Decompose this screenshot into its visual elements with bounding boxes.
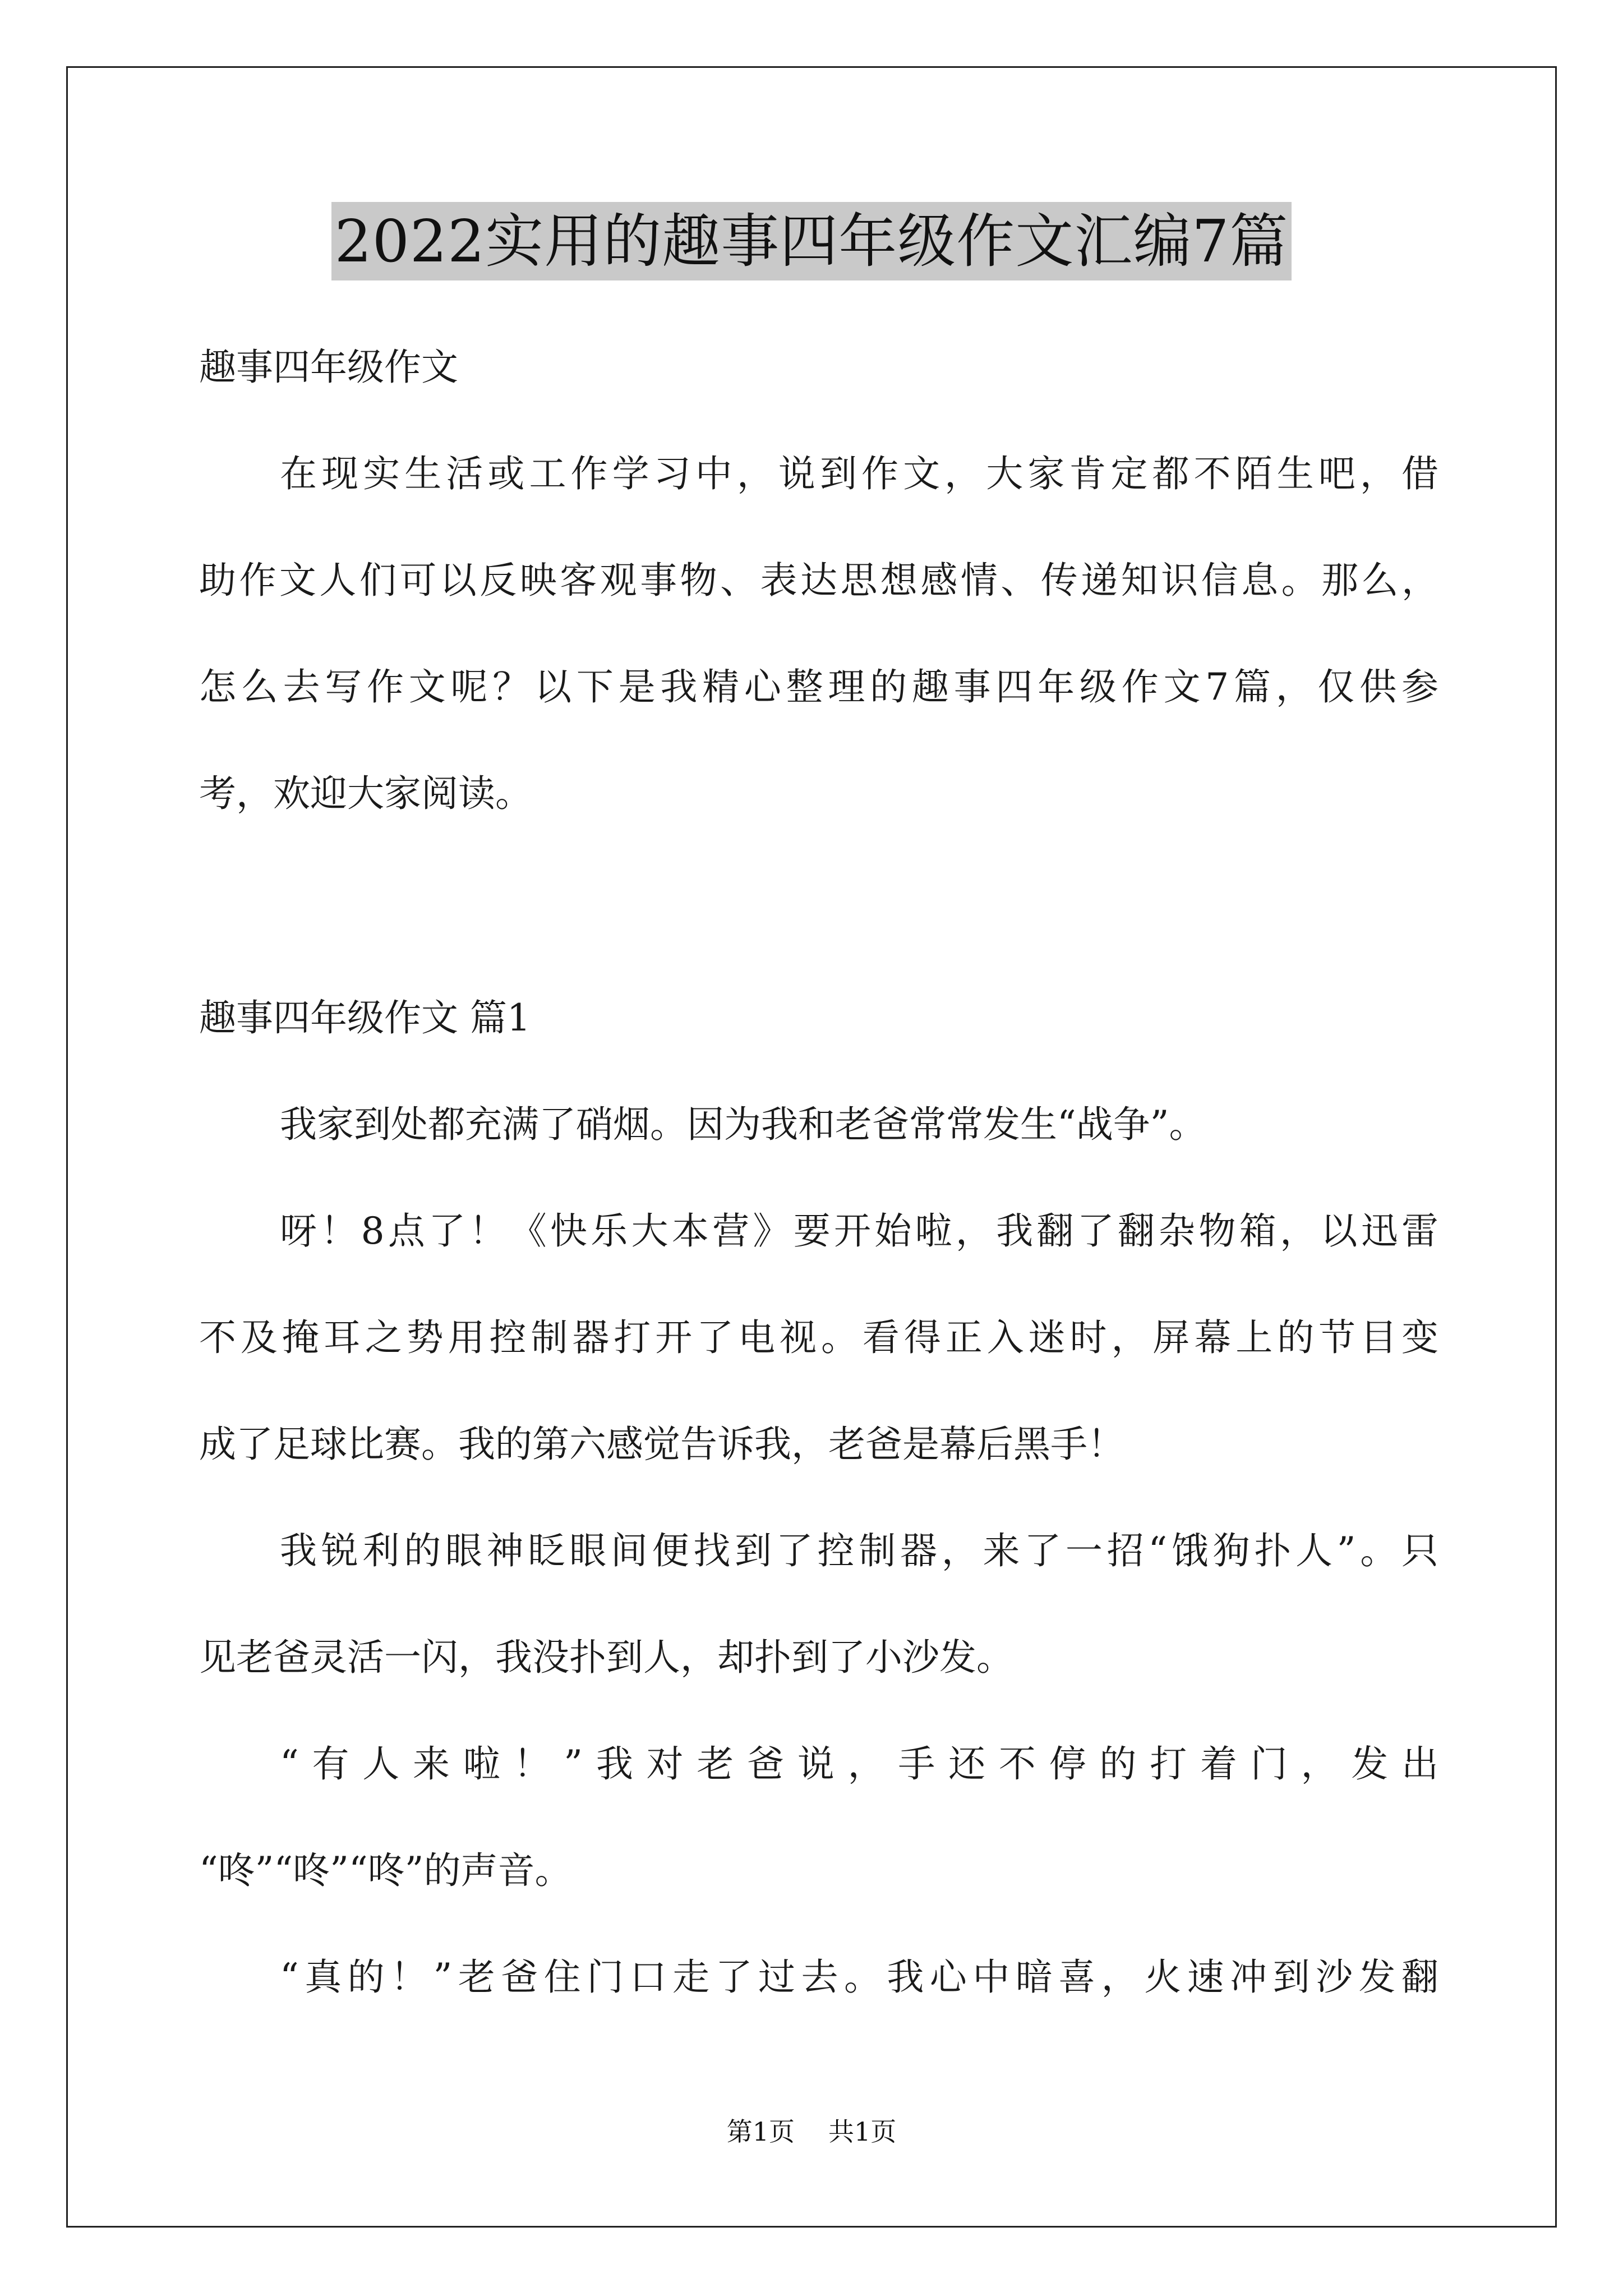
intro-line: 怎么去写作文呢？以下是我精心整理的趣事四年级作文7篇，仅供参 [199,665,1438,708]
intro-line: 在现实生活或工作学习中，说到作文，大家肯定都不陌生吧，借 [280,452,1438,495]
paragraph-line: 见老爸灵活一闪，我没扑到人，却扑到了小沙发。 [199,1636,1013,1679]
paragraph-line: “真的！”老爸住门口走了过去。我心中暗喜，火速冲到沙发翻 [280,1955,1438,1999]
page-footer [0,2115,1623,2148]
section-spacer [199,847,1438,965]
title-container [0,202,1623,280]
page-number-current: 第1页 [726,2116,795,2147]
paragraph-line: 成了足球比赛。我的第六感觉告诉我，老爸是幕后黑手！ [199,1423,1124,1466]
paragraph-line: 我家到处都充满了硝烟。因为我和老爸常常发生“战争”。 [280,1103,1206,1146]
intro-heading: 趣事四年级作文 [199,346,458,389]
page-number-total: 共1页 [828,2116,897,2147]
paragraph-line: 不及掩耳之势用控制器打开了电视。看得正入迷时，屏幕上的节目变 [199,1316,1438,1359]
paragraph-line: “有人来啦！”我对老爸说，手还不停的打着门，发出 [280,1742,1438,1786]
intro-line: 助作文人们可以反映客观事物、表达思想感情、传递知识信息。那么， [199,559,1438,602]
paragraph-line: “咚”“咚”“咚”的声音。 [199,1849,572,1892]
document-body [199,314,1438,2031]
section-heading: 趣事四年级作文 篇1 [199,996,531,1039]
paragraph-line: 我锐利的眼神眨眼间便找到了控制器，来了一招“饿狗扑人”。只 [280,1529,1438,1572]
intro-line: 考，欢迎大家阅读。 [199,772,532,815]
paragraph-line: 呀！8点了！《快乐大本营》要开始啦，我翻了翻杂物箱，以迅雷 [280,1209,1438,1253]
document-title: 2022实用的趣事四年级作文汇编7篇 [331,202,1292,280]
